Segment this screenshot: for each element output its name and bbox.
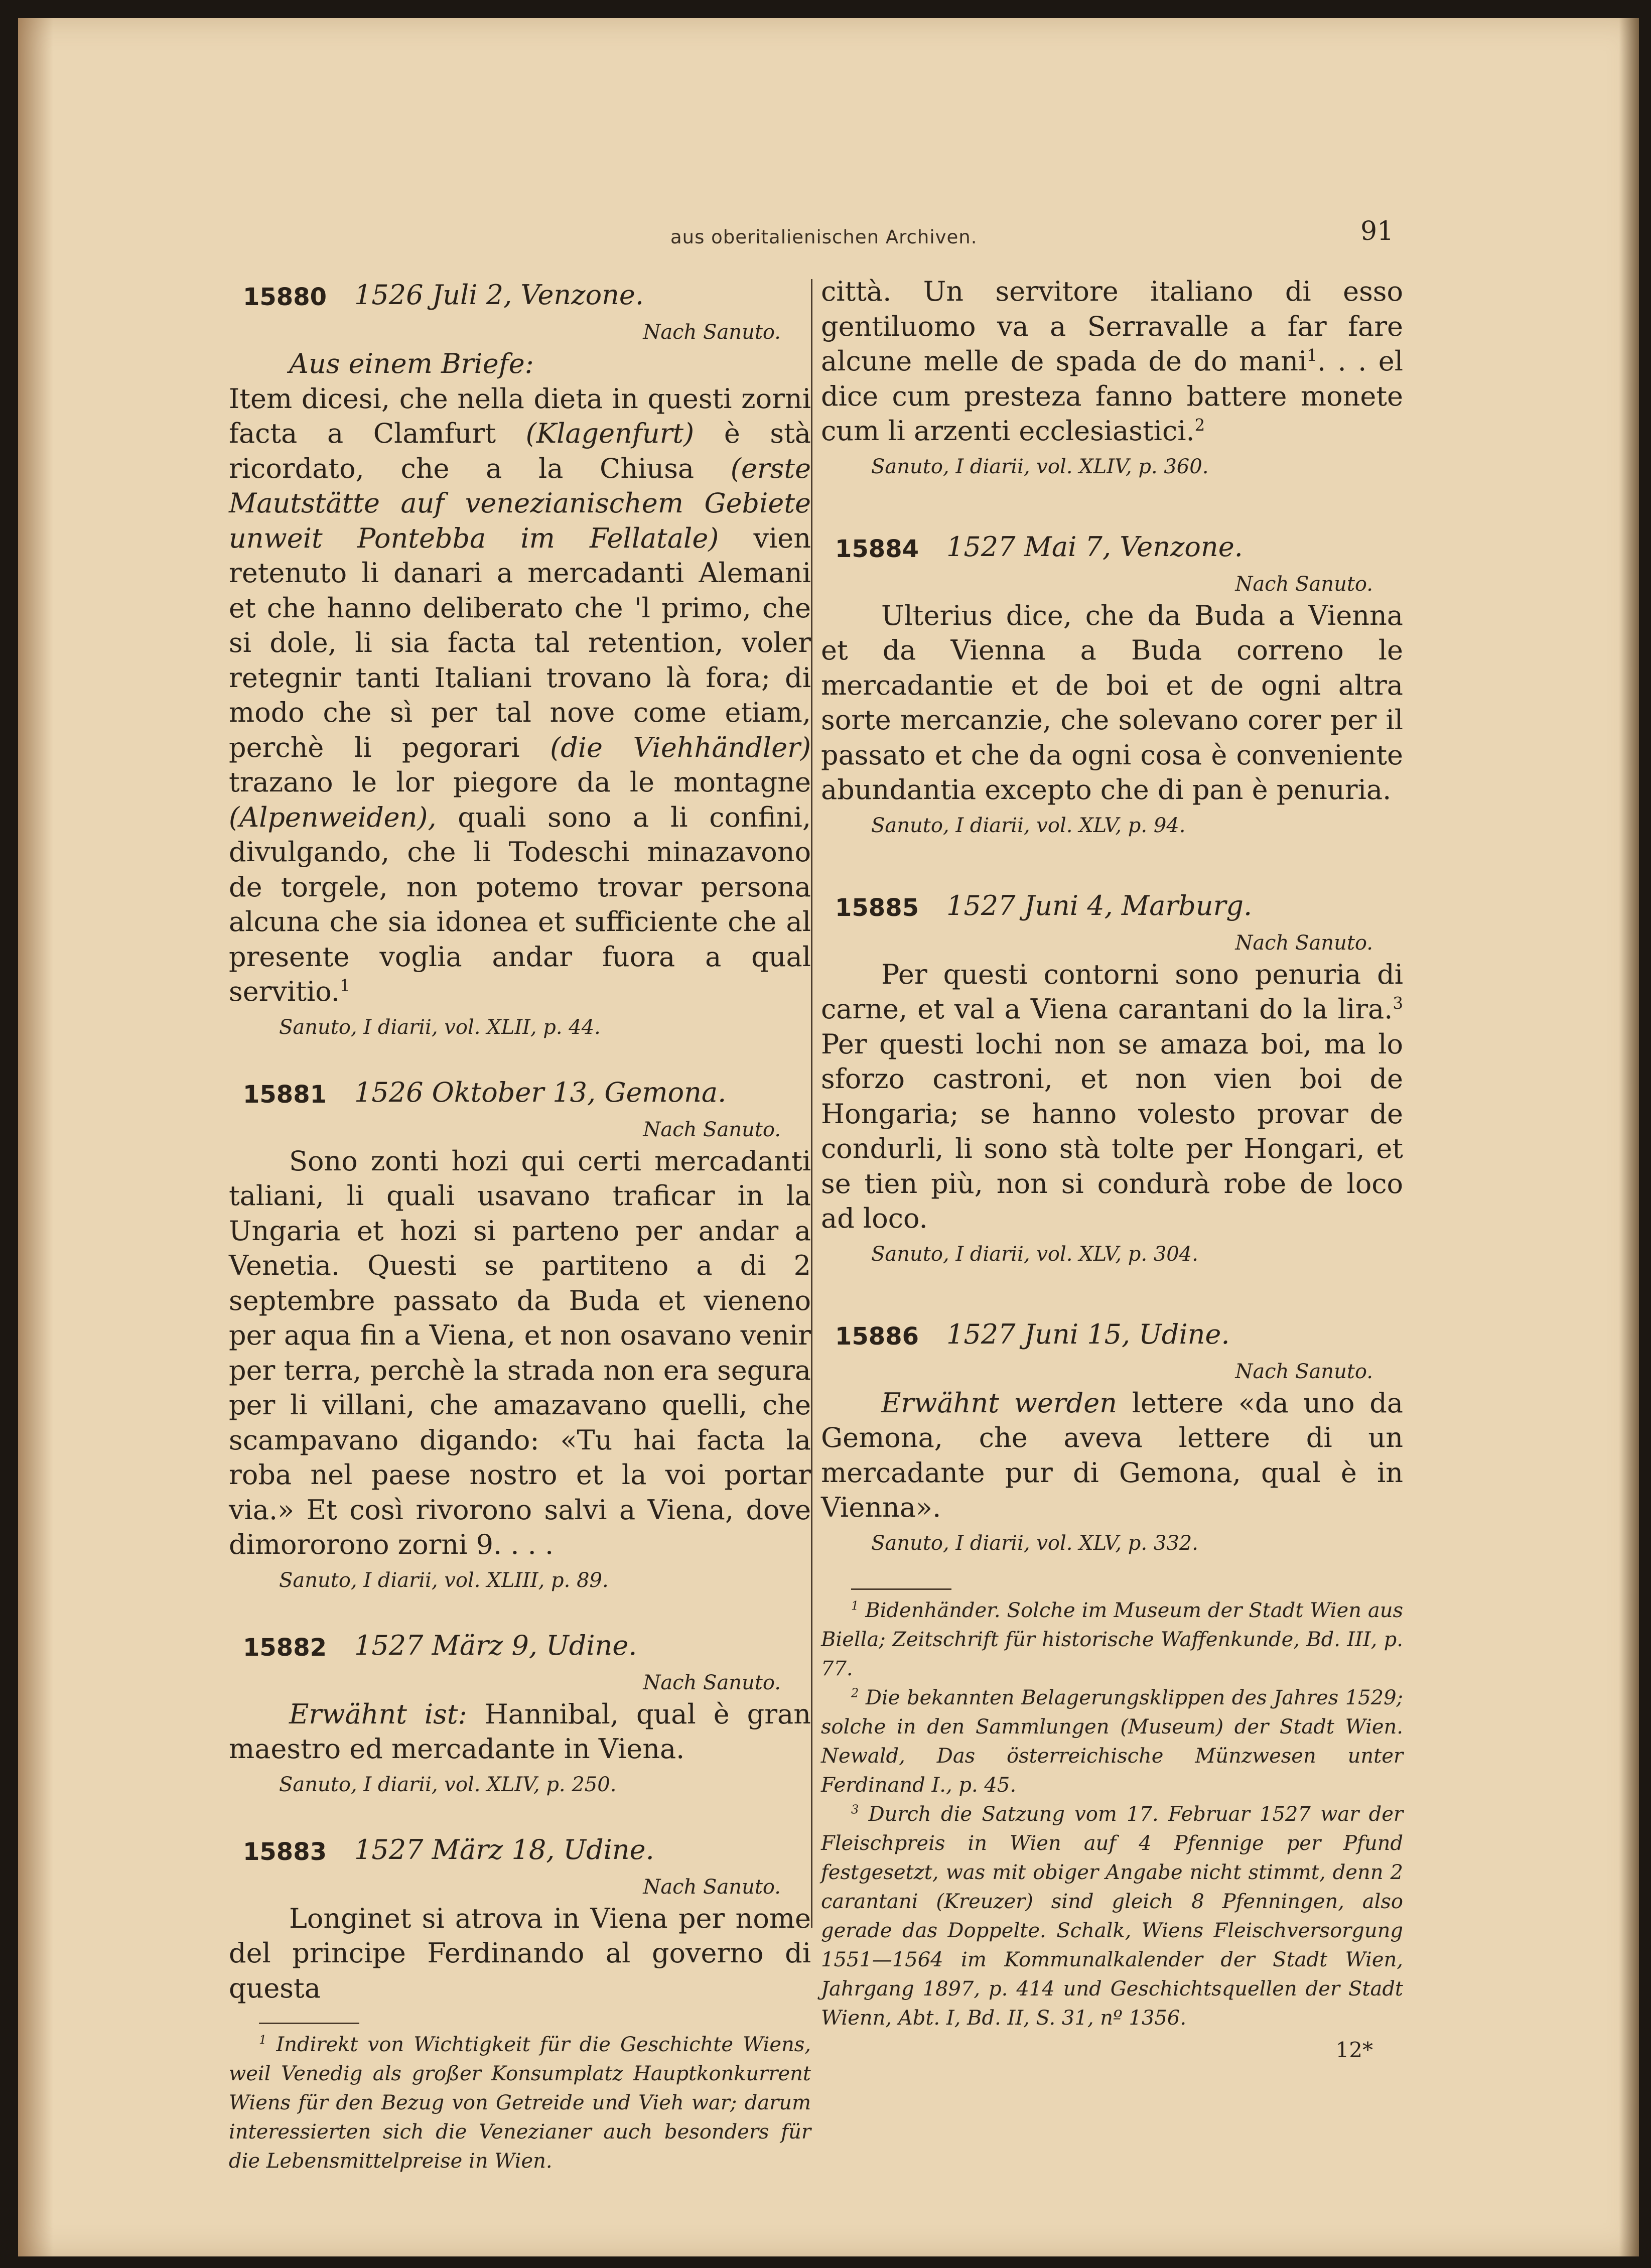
footnote-text: Durch die Satzung vom 17. Februar 1527 war der Fleischpreis in Wien auf 4 Pfennige per Pfund festgesetzt, was mit obiger Angabe nicht stimmt, denn 2 carantani (Kreuzer) sind gleich 8 Pfenningen, also gerade das Doppelte. Schalk, Wiens Fleischversorgung 1551—1564 im Kommunalkalender der Stadt Wien, Jahrgang 1897, p. 414 und Geschichtsquellen der Stadt Wienn, Abt. I, Bd. II, S. 31, nº 1356. — [821, 1802, 1403, 2030]
footnote — [821, 1800, 1403, 2033]
entry-date: 1527 Juni 15, Udine. — [946, 1318, 1230, 1350]
entry-header — [821, 531, 1403, 570]
text-segment: Hannibal, qual è gran maestro ed mercadante in Viena. — [229, 1698, 811, 1765]
entry-15881 — [229, 1077, 811, 1595]
entry-number: 15880 — [243, 283, 327, 311]
entry-header — [229, 279, 811, 318]
entry-text — [821, 957, 1403, 1236]
entry-date: 1527 März 18, Udine. — [354, 1833, 654, 1865]
footnote-rule — [851, 1588, 951, 1590]
entry-date: 1527 Juni 4, Marburg. — [946, 889, 1253, 921]
source-note: Nach Sanuto. — [1235, 572, 1373, 596]
footnote — [821, 1683, 1403, 1800]
entry-15882 — [229, 1630, 811, 1800]
source-note: Nach Sanuto. — [1235, 1360, 1373, 1383]
entry-number: 15886 — [835, 1322, 919, 1351]
text-segment: trazano le lor piegore da le montagne — [229, 766, 811, 798]
entry-text — [821, 274, 1403, 449]
running-title: aus oberitalienischen Archiven. — [670, 226, 978, 248]
text-segment: Item dicesi, che nella dieta in questi zorni facta a Clamfurt — [229, 382, 811, 449]
book-page — [18, 18, 1639, 2256]
right-column — [821, 274, 1403, 2062]
text-segment: quali sono a li confini, divulgando, che li Todeschi minazavono de torgele, non potemo trovar persona alcuna che sia idonea et sufficiente che al presente voglia andar fuora a qual servitio. — [229, 801, 811, 1007]
source-citation: Sanuto, I diarii, vol. XLIII, p. 89. — [279, 1568, 609, 1592]
entry-15883 — [229, 1834, 811, 2006]
footnote-mark: 1 — [259, 2033, 267, 2047]
entry-text — [229, 1697, 811, 1767]
footnote-mark: 2 — [851, 1686, 859, 1700]
entry-header — [229, 1630, 811, 1669]
footnote-text: Indirekt von Wichtigkeit für die Geschichte Wiens, weil Venedig als großer Konsumplatz Hauptkonkurrent Wiens für den Bezug von Getreide und Vieh war; darum interessierten sich die Venezianer auch besonders für die Lebensmittelpreise in Wien. — [229, 2033, 811, 2173]
entry-text — [229, 346, 811, 1009]
text-segment: vien retenuto li danari a mercadanti Alemani et che hanno deliberato che 'l primo, che si dole, li sia facta tal retention, voler retegnir tanti Italiani trovano là fora; di modo che sì per tal nove come etiam, perchè li pegorari — [229, 522, 811, 763]
source-note: Nach Sanuto. — [1235, 931, 1373, 955]
entry-number: 15882 — [243, 1633, 327, 1662]
source-citation: Sanuto, I diarii, vol. XLV, p. 94. — [871, 814, 1186, 837]
italic-gloss: (die Viehhändler) — [550, 731, 811, 763]
page-number: 91 — [1360, 216, 1394, 246]
entry-date: 1527 Mai 7, Venzone. — [946, 530, 1243, 563]
page-edge — [1619, 18, 1639, 2256]
source-citation: Sanuto, I diarii, vol. XLV, p. 332. — [871, 1531, 1198, 1555]
gutter-shadow — [18, 18, 53, 2256]
entry-date: 1526 Juli 2, Venzone. — [354, 279, 644, 311]
footnote-ref: 1 — [339, 976, 350, 995]
entry-text: Ulterius dice, che da Buda a Vienna et da Vienna a Buda correno le mercadantie et de boi et de ogni altra sorte mercanzie, che solevano corer per il passato et che da ogni cosa è conveniente abundantia excepto che di pan è penuria. — [821, 599, 1403, 806]
entry-15885 — [821, 890, 1403, 1269]
entry-15880 — [229, 279, 811, 1042]
footnote-text: Die bekannten Belagerungsklippen des Jahres 1529; solche in den Sammlungen (Museum) der Stadt Wien. Newald, Das österreichische Münzwesen unter Ferdinand I., p. 45. — [821, 1686, 1404, 1797]
lead-italic: Erwähnt ist: — [289, 1698, 467, 1730]
source-citation: Sanuto, I diarii, vol. XLIV, p. 360. — [871, 455, 1209, 478]
entry-15886 — [821, 1318, 1403, 1558]
text-segment: Per questi lochi non se amaza boi, ma lo sforzo castroni, et non vien boi de Hongaria; se hanno volesto provar de condurli, li sono stà tolte per Hongari, et se tien più, non si condurà robe de loco ad loco. — [821, 1028, 1403, 1234]
source-citation: Sanuto, I diarii, vol. XLV, p. 304. — [871, 1242, 1198, 1266]
sheet-signature: 12* — [1335, 2037, 1373, 2062]
source-citation: Sanuto, I diarii, vol. XLIV, p. 250. — [279, 1773, 617, 1796]
entry-header — [821, 890, 1403, 929]
footnote-ref: 3 — [1393, 994, 1403, 1013]
column-divider — [811, 279, 812, 1928]
italic-gloss: (Alpenweiden), — [229, 801, 437, 833]
entry-15883-continued — [821, 274, 1403, 482]
text-segment: città. Un servitore italiano di esso gentiluomo va a Serravalle a far fare alcune melle de spada de do mani — [821, 276, 1403, 377]
entry-text: Sono zonti hozi qui certi mercadanti taliani, li quali usavano traficar in la Ungaria et hozi si parteno per andar a Venetia. Questi se partiteno a di 2 septembre passato da Buda et vieneno per aqua fin a Viena, et non osavano venir per terra, perchè la strada non era segura per li villani, che amazavano quelli, che scampavano digando: «Tu hai facta la roba nel paese nostro et la voi portar via.» Et così rivorono salvi a Viena, dove dimororono zorni 9. . . . — [229, 1145, 811, 1560]
footnote — [821, 1596, 1403, 1683]
source-note: Nach Sanuto. — [643, 321, 781, 344]
footnote-rule — [259, 2023, 359, 2024]
entry-number: 15884 — [835, 535, 919, 563]
entry-header — [229, 1834, 811, 1873]
entry-date: 1527 März 9, Udine. — [354, 1629, 637, 1661]
entry-text — [821, 1386, 1403, 1525]
source-note: Nach Sanuto. — [643, 1875, 781, 1899]
footnote-ref: 1 — [1307, 346, 1317, 365]
text-segment: . . . el dice cum presteza fanno battere monete cum li arzenti ecclesiastici. — [821, 345, 1403, 447]
footnote-mark: 1 — [851, 1598, 859, 1613]
entry-number: 15881 — [243, 1080, 327, 1109]
footnote-mark: 3 — [851, 1802, 859, 1817]
entry-number: 15883 — [243, 1837, 327, 1866]
source-citation: Sanuto, I diarii, vol. XLII, p. 44. — [279, 1015, 601, 1039]
source-note: Nach Sanuto. — [643, 1118, 781, 1141]
lead-italic: Erwähnt werden — [881, 1387, 1117, 1419]
text-segment: è stà ricordato, che a la Chiusa — [229, 418, 811, 484]
left-column — [229, 274, 811, 2176]
entry-number: 15885 — [835, 893, 919, 922]
italic-gloss: (Klagenfurt) — [525, 418, 695, 449]
entry-text: Longinet si atrova in Viena per nome del principe Ferdinando al governo di questa — [229, 1902, 811, 2004]
source-note: Nach Sanuto. — [643, 1671, 781, 1694]
footnote-ref: 2 — [1194, 416, 1205, 435]
footnote — [229, 2030, 811, 2176]
entry-15884 — [821, 531, 1403, 841]
lead-italic: Aus einem Briefe: — [289, 348, 534, 379]
italic-gloss: (erste Mautstätte auf venezianischem Gebiete unweit Pontebba im Fellatale) — [229, 452, 811, 554]
entry-header — [229, 1077, 811, 1116]
entry-header — [821, 1318, 1403, 1358]
entry-date: 1526 Oktober 13, Gemona. — [354, 1076, 727, 1108]
footnote-text: Bidenhänder. Solche im Museum der Stadt Wien aus Biella; Zeitschrift für historische Waffenkunde, Bd. III, p. 77. — [821, 1598, 1403, 1680]
text-segment: lettere «da uno da Gemona, che aveva lettere di un mercadante pur di Gemona, qual è in Vienna». — [821, 1387, 1403, 1523]
text-segment: Per questi contorni sono penuria di carne, et val a Viena carantani do la lira. — [821, 958, 1403, 1025]
